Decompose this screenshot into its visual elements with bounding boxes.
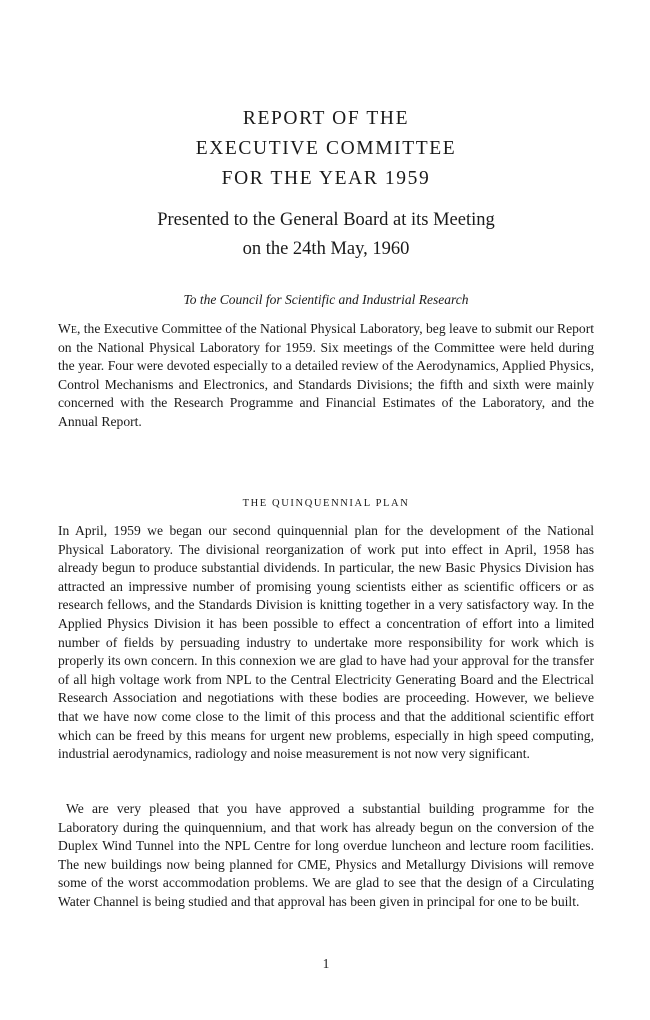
report-subtitle xyxy=(58,206,594,264)
dedication: To the Council for Scientific and Industrial Research xyxy=(183,292,469,307)
intro-paragraph xyxy=(58,320,594,432)
intro-first-word: We xyxy=(58,321,77,336)
section-paragraph-2: We are very pleased that you have approved a substantial building programme for the Laboratory during the quinquennium, and that work has already begun on the conversion of the Duplex Wind Tunnel into the NPL Centre for long overdue luncheon and lecture room facilities. The new buildings now being planned for CME, Physics and Metallurgy Divisions will remove some of the worst accommodation problems. We are glad to see that the design of a Circulating Water Channel is being studied and that approval has been given in principal for one to be built. xyxy=(58,801,594,909)
subtitle-line-2: on the 24th May, 1960 xyxy=(242,239,410,259)
title-line-3: FOR THE YEAR 1959 xyxy=(221,168,431,189)
title-line-1: REPORT OF THE xyxy=(242,108,410,129)
section-paragraph-1: In April, 1959 we began our second quinquennial plan for the development of the National Physical Laboratory. The divisional reorganization of work put into effect in April, 1958 has already begun to produce substantial dividends. In particular, the new Basic Physics Division has attracted an impressive number of promising young scientists either as scientific officers or as research fellows, and the Standards Division is knitting together in a very satisfactory way. In the Applied Physics Division it has been possible to effect a concentration of effort into a limited number of fields by persuading industry to undertake more responsibility for work which is properly its own concern. In this connexion we are glad to have had your approval for the transfer of all high voltage work from NPL to the Central Electricity Generating Board and the Electrical Research Association and negotiations with these bodies are proceeding. However, we believe that we have now come close to the limit of this process and that the additional scientific effort which can be freed by this means for urgent new problems, especially in high speed computing, industrial aerodynamics, radiology and noise measurement is not now very significant. xyxy=(58,523,594,762)
section-heading: THE QUINQUENNIAL PLAN xyxy=(242,498,410,509)
report-title xyxy=(58,104,594,194)
intro-text: , the Executive Committee of the National Physical Laboratory, beg leave to submit our Report on the National Physical Laboratory for 1959. Six meetings of the Committee were held during the year. Four were devoted especially to a detailed review of the Aerodynamics, Applied Physics, Control Mechanisms and Electronics, and Standards Divisions; the fifth and sixth were mainly concerned with the Research Programme and Financial Estimates of the Laboratory, and the Annual Report. xyxy=(58,321,595,429)
subtitle-line-1: Presented to the General Board at its Meeting xyxy=(157,210,495,230)
title-line-2: EXECUTIVE COMMITTEE xyxy=(195,138,457,159)
page-number: 1 xyxy=(322,956,330,971)
